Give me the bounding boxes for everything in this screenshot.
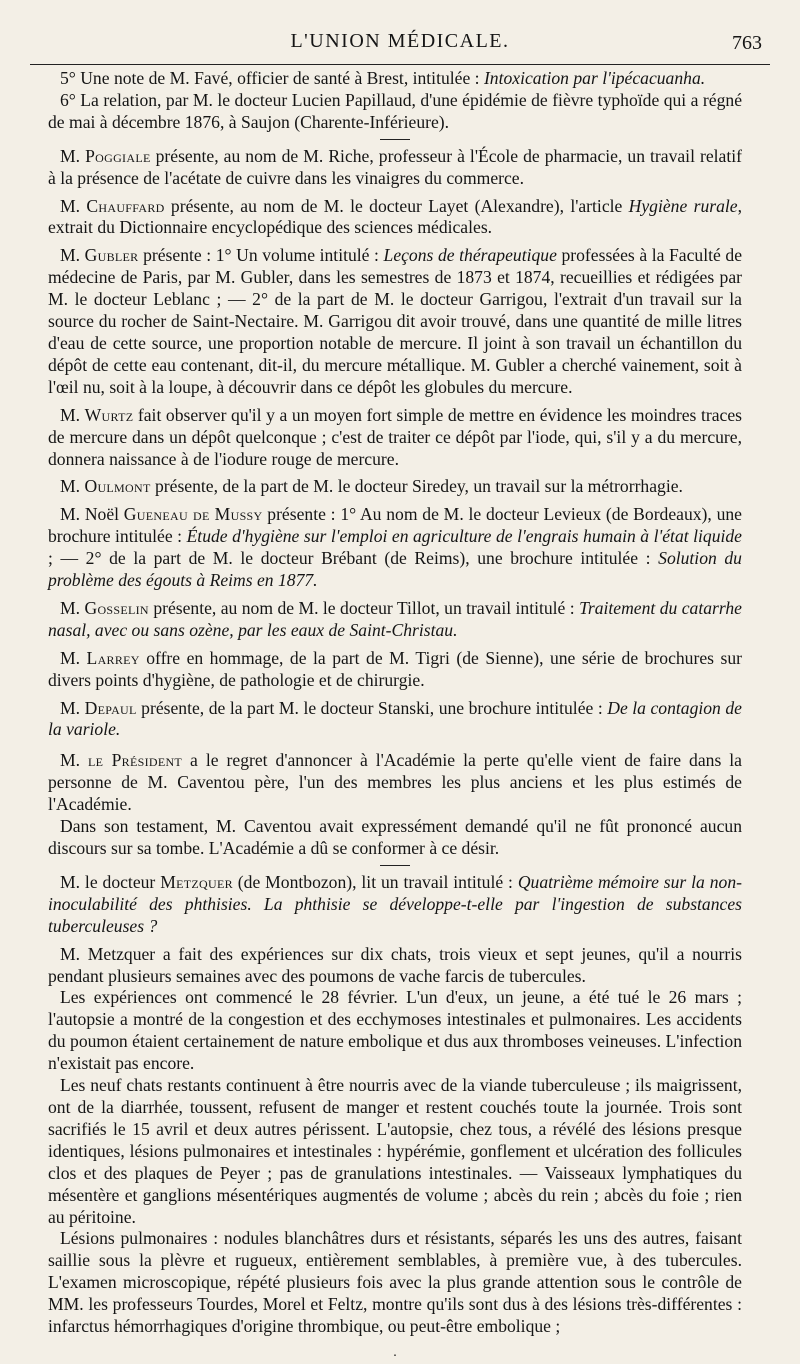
paragraph-p18: Lésions pulmonaires : nodules blanchâtres durs et résistants, séparés les uns des autres, faisant saillie sous la plèvre et rugueux, entièrement semblables, à première vue, à des tubercules. L'examen microscopique, répété plusieurs fois avec la plus grande attention sous le contrôle de MM. les professeurs Tourdes, Morel et Feltz, montre qu'ils sont dus à des lésions très-différentes : infarctus hémorrhagiques d'origine thrombique, ou peut-être embolique ; [48,1228,742,1337]
header-rule [30,64,770,65]
paragraph-p6: M. Wurtz fait observer qu'il y a un moyen fort simple de mettre en évidence les moindres traces de mercure dans un dépôt quelconque ; c'est de traiter ce dépôt par l'iode, qui, s'il y a du mercure, donnera naissance à de l'iodure rouge de mercure. [48,404,742,469]
section-separator [380,139,410,140]
paragraph-p1: 5° Une note de M. Favé, officier de santé à Brest, intitulée : Intoxication par l'ipécacuanha. [60,68,706,88]
article-body [48,68,743,1360]
page-number: 763 [732,32,762,54]
paragraph-p11: M. Depaul présente, de la part M. le docteur Stanski, une brochure intitulée : De la contagion de la variole. [48,697,742,740]
paragraph-p15: M. Metzquer a fait des expériences sur dix chats, trois vieux et sept jeunes, qu'il a nourris pendant plusieurs semaines avec des poumons de vache farcis de tubercules. [48,943,742,986]
paragraph-p7: M. Oulmont présente, de la part de M. le docteur Siredey, un travail sur la métrorrhagie. [60,476,683,497]
paragraph-p8: M. Noël Gueneau de Mussy présente : 1° Au nom de M. le docteur Levieux (de Bordeaux), une brochure intitulée : Étude d'hygiène sur l'emploi en agriculture de l'engrais humain à l'état liquide ; — 2° de la part de M. le docteur Brébant (de Reims), une brochure intitulée : Solution du problème des égouts à Reims en 1877. [48,504,742,591]
speaker-name: Wurtz [84,404,134,425]
paragraph-p17: Les neuf chats restants continuent à être nourris avec de la viande tuberculeuse ; ils maigrissent, ont de la diarrhée, toussent, refusent de manger et restent couchés toute la journée. Trois sont sacrifiés le 15 avril et deux autres périssent. L'autopsie, chez tous, a révélé des lésions presque identiques, lésions pulmonaires et intestinales : hypérémie, gonflement et ulcération des follicules clos et des plaques de Peyer ; pas de granulations intestinales. — Vaisseaux lymphatiques du mésentère et ganglions mésentériques augmentés de volume ; abcès du rein ; abcès du foie ; rien au péritoine. [48,1075,742,1227]
italic-title: Traitement du catarrhe nasal, avec ou sans ozène, par les eaux de Saint-Christau. [48,597,742,640]
paragraph-p4: M. Chauffard présente, au nom de M. le docteur Layet (Alexandre), l'article Hygiène rurale, extrait du Dictionnaire encyclopédique des sciences médicales. [48,195,742,238]
paragraph-p2: 6° La relation, par M. le docteur Lucien Papillaud, d'une épidémie de fièvre typhoïde qui a régné de mai à décembre 1876, à Saujon (Charente-Inférieure). [48,89,742,132]
speaker-name: Chauffard [86,195,165,216]
italic-title: De la contagion de la variole. [48,697,742,740]
italic-title: Leçons de thérapeutique [383,245,557,266]
italic-title: Étude d'hygiène sur l'emploi en agriculture de l'engrais humain à l'état liquide [186,526,742,547]
paragraph-p12: M. le Président a le regret d'annoncer à l'Académie la perte qu'elle vient de faire dans la personne de M. Caventou père, l'un des membres les plus anciens et les plus estimés de l'Académie. [48,750,742,815]
speaker-name: Gueneau de Mussy [123,504,263,525]
bottom-mark: . [393,1344,397,1360]
italic-title: Hygiène rurale [628,195,738,216]
speaker-name: Metzquer [160,871,233,892]
paragraph-p5: M. Gubler présente : 1° Un volume intitulé : Leçons de thérapeutique professées à la Faculté de médecine de Paris, par M. Gubler, dans les semestres de 1873 et 1874, recueillies et rédigées par M. le docteur Leblanc ; — 2° de la part de M. le docteur Garrigou, l'extrait d'un travail sur la source du rocher de Saint-Nectaire. M. Garrigou dit avoir trouvé, dans une quantité de mille litres d'eau de cette source, une proportion notable de mercure. Il joint à son travail un échantillon du dépôt de cette eau contenant, dit-il, du mercure métallique. M. Gubler a cherché vainement, soit à l'œil nu, soit à la loupe, à découvrir dans ce dépôt les globules du mercure. [48,245,743,397]
paragraph-p14: M. le docteur Metzquer (de Montbozon), lit un travail intitulé : Quatrième mémoire sur la non-inoculabilité des phthisies. La phthisie se développe-t-elle par l'ingestion de substances tuberculeuses ? [48,871,742,936]
speaker-name: Oulmont [84,476,151,497]
italic-title: Solution du problème des égouts à Reims en 1877. [48,548,742,591]
paragraph-p10: M. Larrey offre en hommage, de la part de M. Tigri (de Sienne), une série de brochures sur divers points d'hygiène, de pathologie et de chirurgie. [48,647,742,690]
speaker-name: Depaul [84,697,137,718]
italic-title: Quatrième mémoire sur la non-inoculabilité des phthisies. La phthisie se développe-t-elle par l'ingestion de substances tuberculeuses ? [48,871,742,936]
journal-title: L'UNION MÉDICALE. [290,30,510,52]
paragraph-p16: Les expériences ont commencé le 28 février. L'un d'eux, un jeune, a été tué le 26 mars ; l'autopsie a montré de la congestion et des ecchymoses intestinales et pulmonaires. Les accidents du poumon étaient certainement de nature embolique et dus aux thromboses veineuses. L'infection n'existait pas encore. [48,987,742,1074]
speaker-name: le Président [88,750,183,771]
running-head [30,26,770,66]
paragraph-p9: M. Gosselin présente, au nom de M. le docteur Tillot, un travail intitulé : Traitement du catarrhe nasal, avec ou sans ozène, par les eaux de Saint-Christau. [48,597,742,640]
italic-title: Intoxication par l'ipécacuanha. [483,68,706,88]
paragraph-p3: M. Poggiale présente, au nom de M. Riche, professeur à l'École de pharmacie, un travail relatif à la présence de l'acétate de cuivre dans les vinaigres du commerce. [48,145,742,188]
section-separator [380,865,410,866]
speaker-name: Larrey [86,647,140,668]
speaker-name: Gosselin [84,597,149,618]
speaker-name: Poggiale [85,145,151,166]
speaker-name: Gubler [84,245,139,266]
paragraph-p13: Dans son testament, M. Caventou avait expressément demandé qu'il ne fût prononcé aucun discours sur sa tombe. L'Académie a dû se conformer à ce désir. [48,816,742,858]
